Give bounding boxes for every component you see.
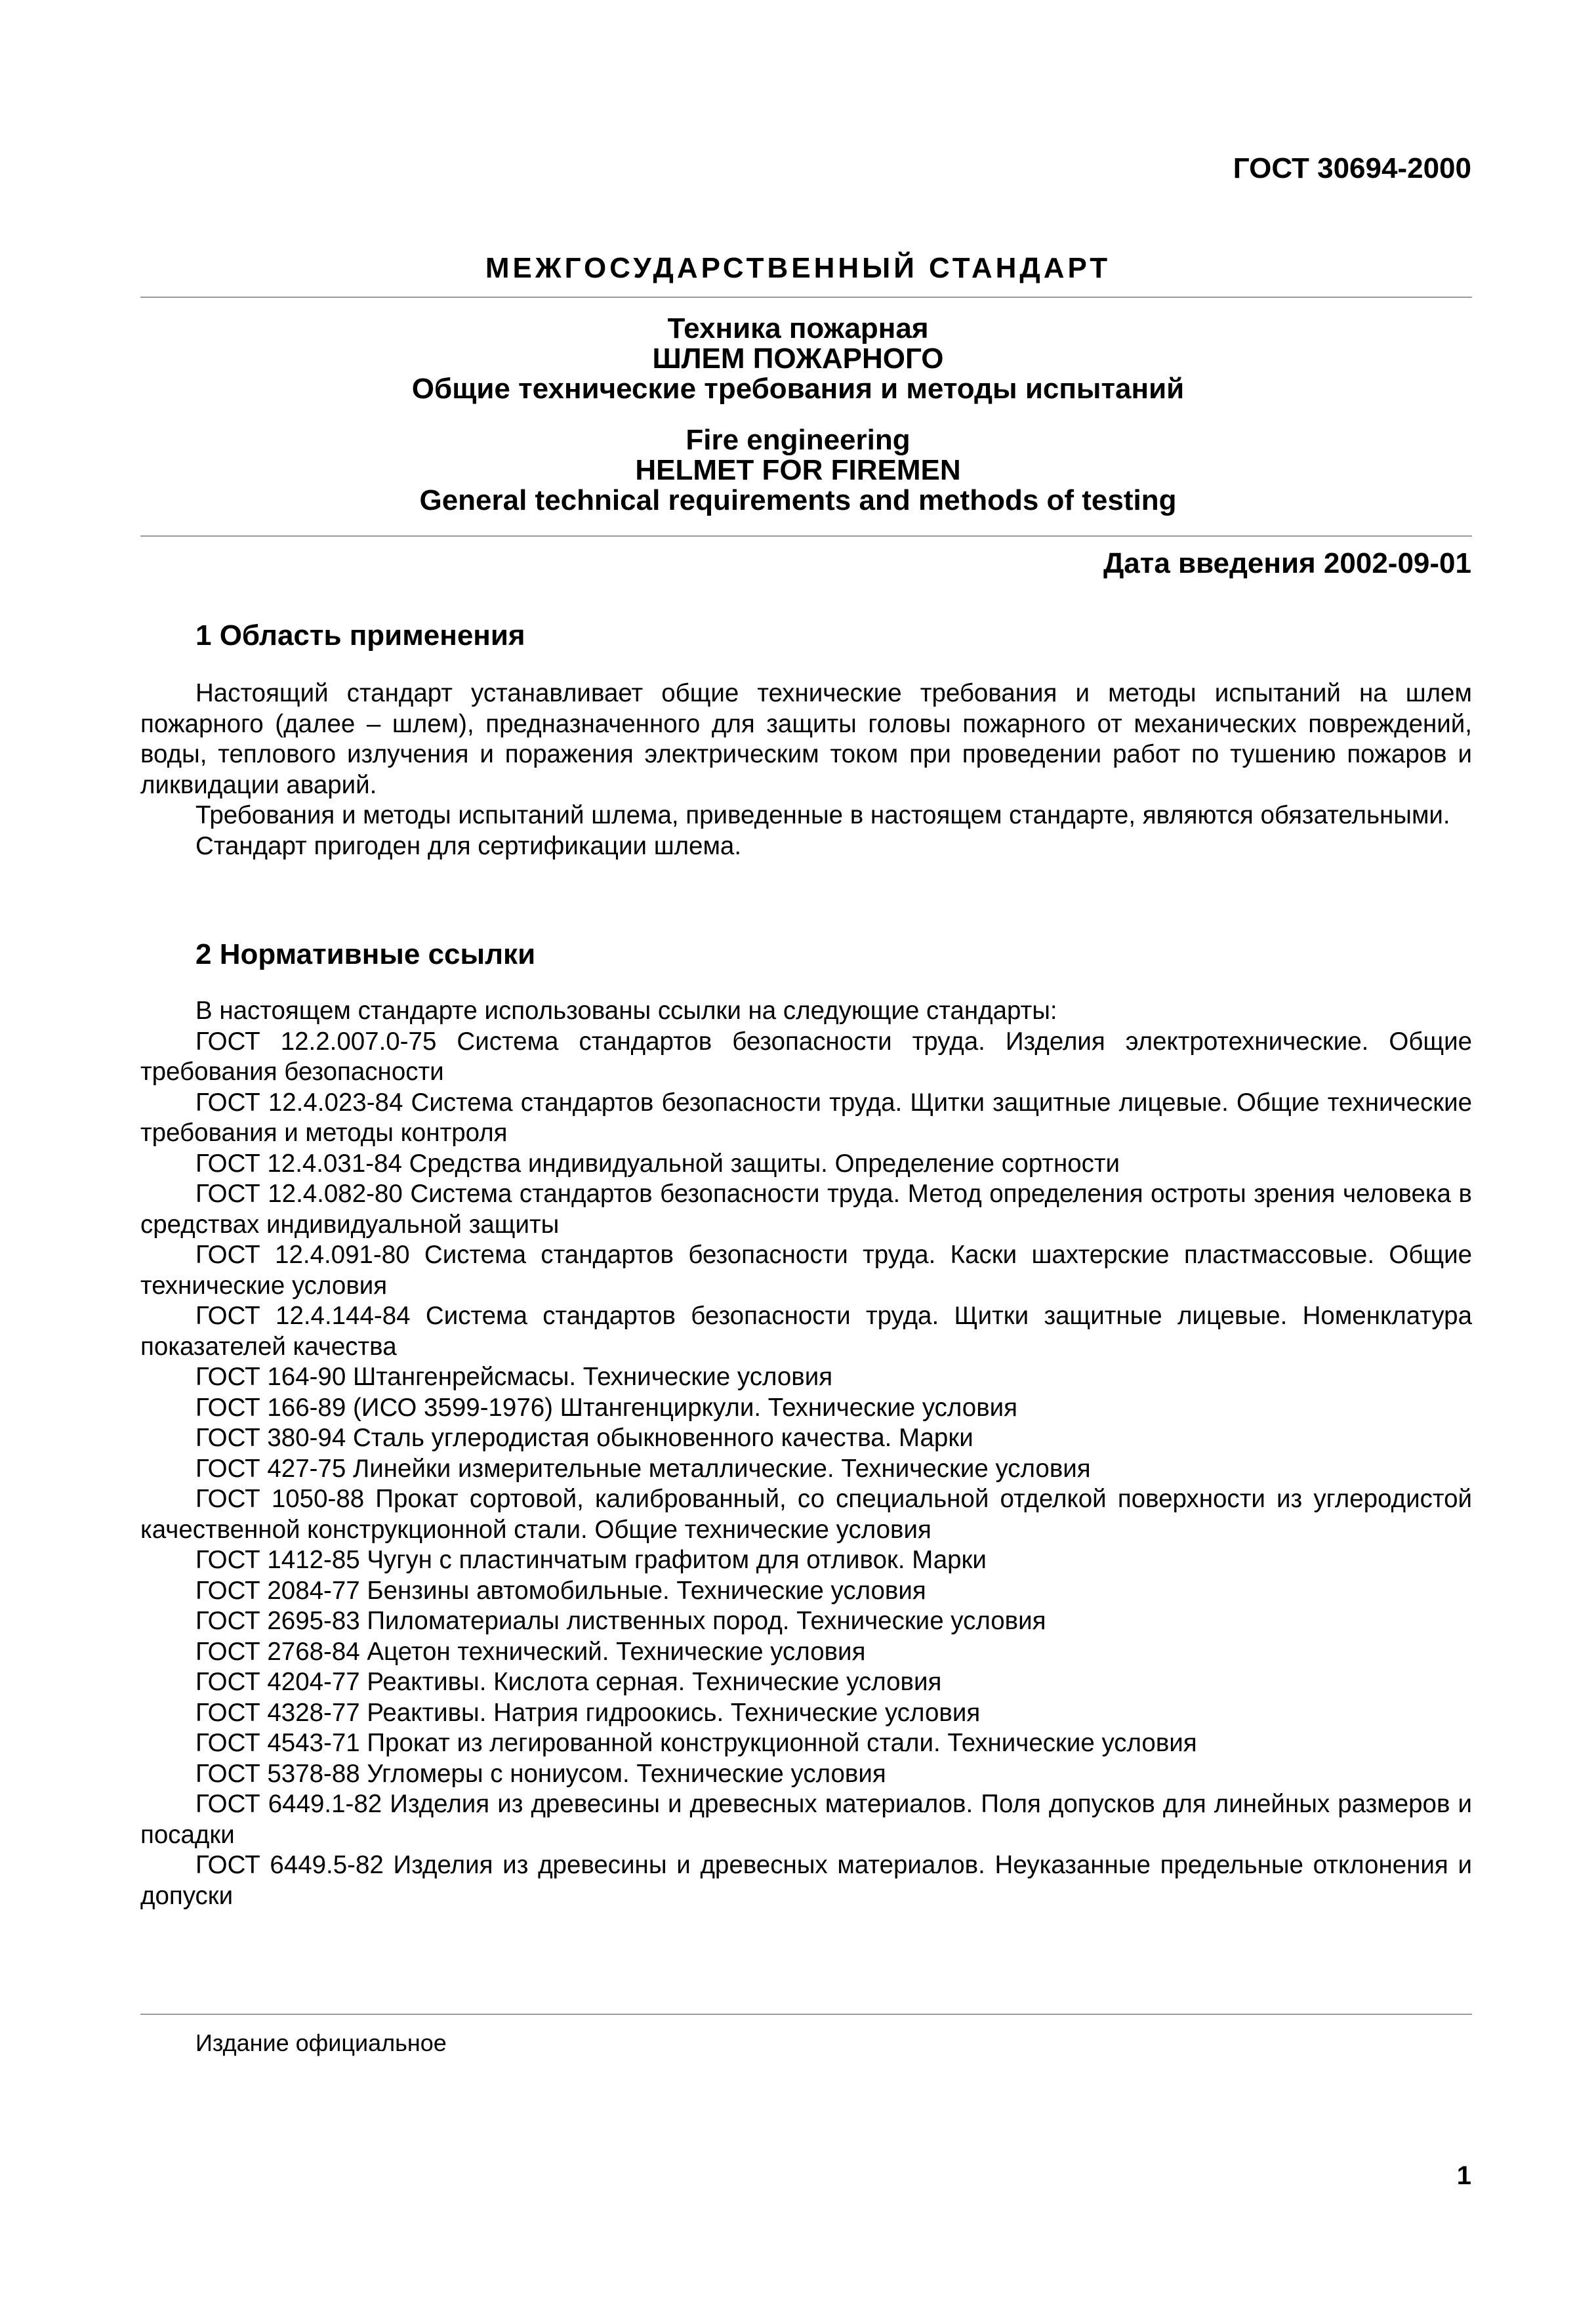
reference-item: ГОСТ 380-94 Сталь углеродистая обыкновенного качества. Марки xyxy=(195,1424,973,1452)
reference-item: ГОСТ 12.4.144-84 Система стандартов безопасности труда. Щитки защитные лицевые. Номенклатура показателей качества xyxy=(140,1302,1472,1361)
reference-item: ГОСТ 4543-71 Прокат из легированной конструкционной стали. Технические условия xyxy=(195,1729,1197,1757)
page-number: 1 xyxy=(1456,2161,1471,2190)
reference-item: ГОСТ 6449.5-82 Изделия из древесины и древесных материалов. Неуказанные предельные отклонения и допуски xyxy=(140,1851,1472,1910)
reference-item: ГОСТ 2084-77 Бензины автомобильные. Технические условия xyxy=(195,1576,926,1605)
reference-item: ГОСТ 1412-85 Чугун с пластинчатым графитом для отливок. Марки xyxy=(195,1546,987,1574)
reference-item: ГОСТ 4204-77 Реактивы. Кислота серная. Технические условия xyxy=(195,1668,942,1696)
official-edition-note: Издание официальное xyxy=(195,2029,447,2056)
title-divider xyxy=(140,535,1472,537)
reference-item: ГОСТ 427-75 Линейки измерительные металлические. Технические условия xyxy=(195,1454,1091,1483)
reference-item: ГОСТ 6449.1-82 Изделия из древесины и древесных материалов. Поля допусков для линейных размеров и посадки xyxy=(140,1790,1472,1849)
standard-category: МЕЖГОСУДАРСТВЕННЫЙ СТАНДАРТ xyxy=(485,252,1111,284)
document-number: ГОСТ 30694-2000 xyxy=(1233,152,1471,184)
reference-item: ГОСТ 12.4.082-80 Система стандартов безопасности труда. Метод определения остроты зрения человека в средствах индивидуальной защиты xyxy=(140,1180,1472,1239)
introduction-date: Дата введения 2002-09-01 xyxy=(1103,547,1471,579)
reference-item: ГОСТ 12.4.091-80 Система стандартов безопасности труда. Каски шахтерские пластмассовые. Общие технические условия xyxy=(140,1241,1472,1300)
section-1-paragraph: Настоящий стандарт устанавливает общие технические требования и методы испытаний на шлем пожарного (далее – шлем), предназначенного для защиты головы пожарного от механических повреждений, воды, теплового излучения и поражения электрическим током при проведении работ по тушению пожаров и ликвидации аварий. xyxy=(140,679,1472,799)
reference-item: ГОСТ 5378-88 Угломеры с нониусом. Технические условия xyxy=(195,1759,886,1788)
footer-divider xyxy=(140,2014,1472,2015)
title-en-line-1: Fire engineering xyxy=(685,424,911,456)
section-1-heading: 1 Область применения xyxy=(195,619,525,652)
title-ru-line-3: Общие технические требования и методы испытаний xyxy=(411,373,1185,405)
reference-item: ГОСТ 166-89 (ИСО 3599-1976) Штангенциркули. Технические условия xyxy=(195,1393,1018,1422)
section-1-paragraph: Стандарт пригоден для сертификации шлема. xyxy=(195,831,742,860)
references-intro: В настоящем стандарте использованы ссылки на следующие стандарты: xyxy=(195,997,1057,1025)
title-russian xyxy=(0,314,1596,404)
reference-item: ГОСТ 2695-83 Пиломатериалы лиственных пород. Технические условия xyxy=(195,1607,1046,1635)
title-english xyxy=(0,425,1596,516)
reference-item: ГОСТ 12.4.031-84 Средства индивидуальной защиты. Определение сортности xyxy=(195,1149,1120,1178)
title-ru-line-2: ШЛЕМ ПОЖАРНОГО xyxy=(652,342,944,375)
reference-item: ГОСТ 12.4.023-84 Система стандартов безопасности труда. Щитки защитные лицевые. Общие технические требования и методы контроля xyxy=(140,1088,1472,1147)
reference-item: ГОСТ 2768-84 Ацетон технический. Технические условия xyxy=(195,1637,866,1666)
section-2-body xyxy=(140,996,1472,1911)
header-divider xyxy=(140,297,1472,298)
reference-item: ГОСТ 164-90 Штангенрейсмасы. Технические условия xyxy=(195,1363,833,1391)
reference-item: ГОСТ 1050-88 Прокат сортовой, калиброванный, со специальной отделкой поверхности из углеродистой качественной конструкционной стали. Общие технические условия xyxy=(140,1485,1472,1544)
section-1-paragraph: Требования и методы испытаний шлема, приведенные в настоящем стандарте, являются обязательными. xyxy=(195,801,1450,829)
title-en-line-3: General technical requirements and methods of testing xyxy=(419,484,1177,516)
reference-item: ГОСТ 4328-77 Реактивы. Натрия гидроокись. Технические условия xyxy=(195,1698,981,1727)
section-2-heading: 2 Нормативные ссылки xyxy=(195,938,536,970)
title-en-line-2: HELMET FOR FIREMEN xyxy=(635,454,961,486)
title-ru-line-1: Техника пожарная xyxy=(667,312,929,344)
reference-item: ГОСТ 12.2.007.0-75 Система стандартов безопасности труда. Изделия электротехнические. Общие требования безопасности xyxy=(140,1027,1472,1086)
section-1-body xyxy=(140,678,1472,861)
